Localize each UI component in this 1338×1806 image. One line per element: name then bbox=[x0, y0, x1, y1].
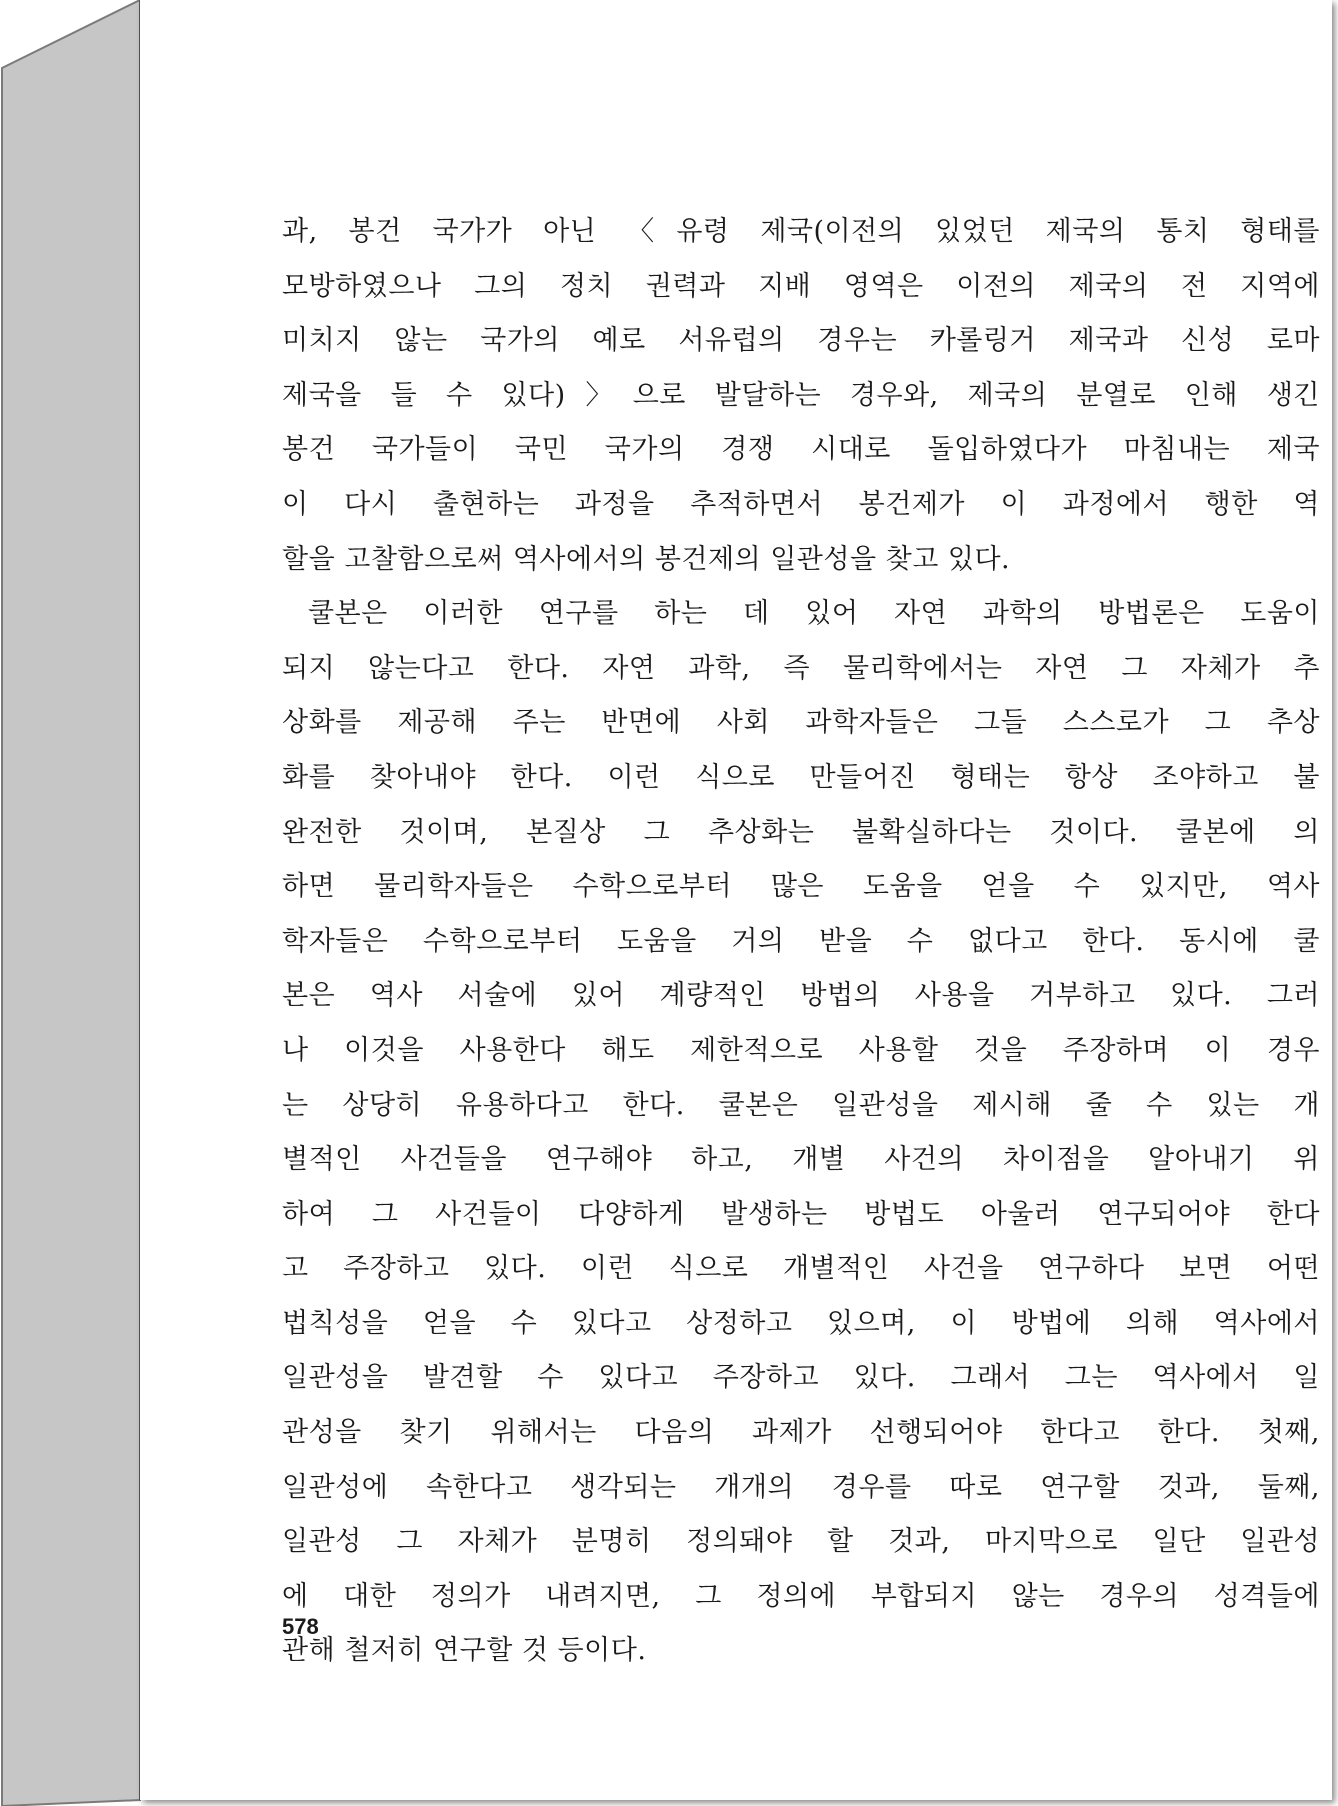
text-line: 상화를 제공해 주는 반면에 사회 과학자들은 그들 스스로가 그 추상 bbox=[282, 707, 1320, 739]
text-line: 완전한 것이며, 본질상 그 추상화는 불확실하다는 것이다. 쿨본에 의 bbox=[282, 816, 1320, 848]
text-line: 본은 역사 서술에 있어 계량적인 방법의 사용을 거부하고 있다. 그러 bbox=[282, 980, 1320, 1012]
text-line: 법칙성을 얻을 수 있다고 상정하고 있으며, 이 방법에 의해 역사에서 bbox=[282, 1307, 1320, 1339]
text-line: 일관성에 속한다고 생각되는 개개의 경우를 따로 연구할 것과, 둘째, bbox=[282, 1471, 1320, 1503]
text-line: 관해 철저히 연구할 것 등이다. bbox=[282, 1635, 647, 1667]
body-text bbox=[282, 205, 1320, 1679]
text-line: 쿨본은 이러한 연구를 하는 데 있어 자연 과학의 방법론은 도움이 bbox=[308, 598, 1320, 630]
text-line: 이 다시 출현하는 과정을 추적하면서 봉건제가 이 과정에서 행한 역 bbox=[282, 488, 1320, 520]
text-line: 고 주장하고 있다. 이런 식으로 개별적인 사건을 연구하다 보면 어떤 bbox=[282, 1253, 1320, 1285]
text-line: 할을 고찰함으로써 역사에서의 봉건제의 일관성을 찾고 있다. bbox=[282, 543, 1011, 575]
text-line: 화를 찾아내야 한다. 이런 식으로 만들어진 형태는 항상 조야하고 불 bbox=[282, 761, 1320, 793]
text-line: 하면 물리학자들은 수학으로부터 많은 도움을 얻을 수 있지만, 역사 bbox=[282, 871, 1320, 903]
text-line: 과, 봉건 국가가 아닌 〈유령 제국(이전의 있었던 제국의 통치 형태를 bbox=[282, 216, 1320, 247]
book-spine-side bbox=[2, 0, 140, 1806]
text-line: 되지 않는다고 한다. 자연 과학, 즉 물리학에서는 자연 그 자체가 추 bbox=[282, 652, 1320, 684]
text-line: 나 이것을 사용한다 해도 제한적으로 사용할 것을 주장하며 이 경우 bbox=[282, 1034, 1320, 1066]
book-page bbox=[140, 0, 1332, 1800]
text-line: 미치지 않는 국가의 예로 서유럽의 경우는 카롤링거 제국과 신성 로마 bbox=[282, 325, 1320, 357]
text-line: 관성을 찾기 위해서는 다음의 과제가 선행되어야 한다고 한다. 첫째, bbox=[282, 1417, 1320, 1449]
text-line: 에 대한 정의가 내려지면, 그 정의에 부합되지 않는 경우의 성격들에 bbox=[282, 1580, 1320, 1612]
text-line: 는 상당히 유용하다고 한다. 쿨본은 일관성을 제시해 줄 수 있는 개 bbox=[282, 1089, 1320, 1121]
text-line: 학자들은 수학으로부터 도움을 거의 받을 수 없다고 한다. 동시에 쿨 bbox=[282, 925, 1320, 957]
page-number: 578 bbox=[282, 1614, 319, 1639]
text-line: 일관성을 발견할 수 있다고 주장하고 있다. 그래서 그는 역사에서 일 bbox=[282, 1362, 1320, 1394]
text-line: 일관성 그 자체가 분명히 정의돼야 할 것과, 마지막으로 일단 일관성 bbox=[282, 1526, 1320, 1558]
text-line: 봉건 국가들이 국민 국가의 경쟁 시대로 돌입하였다가 마침내는 제국 bbox=[282, 434, 1320, 466]
text-line: 하여 그 사건들이 다양하게 발생하는 방법도 아울러 연구되어야 한다 bbox=[282, 1198, 1320, 1230]
text-line: 모방하였으나 그의 정치 권력과 지배 영역은 이전의 제국의 전 지역에 bbox=[282, 270, 1320, 302]
text-line: 별적인 사건들을 연구해야 하고, 개별 사건의 차이점을 알아내기 위 bbox=[282, 1144, 1320, 1176]
text-line: 제국을 들 수 있다)〉으로 발달하는 경우와, 제국의 분열로 인해 생긴 bbox=[282, 379, 1320, 411]
